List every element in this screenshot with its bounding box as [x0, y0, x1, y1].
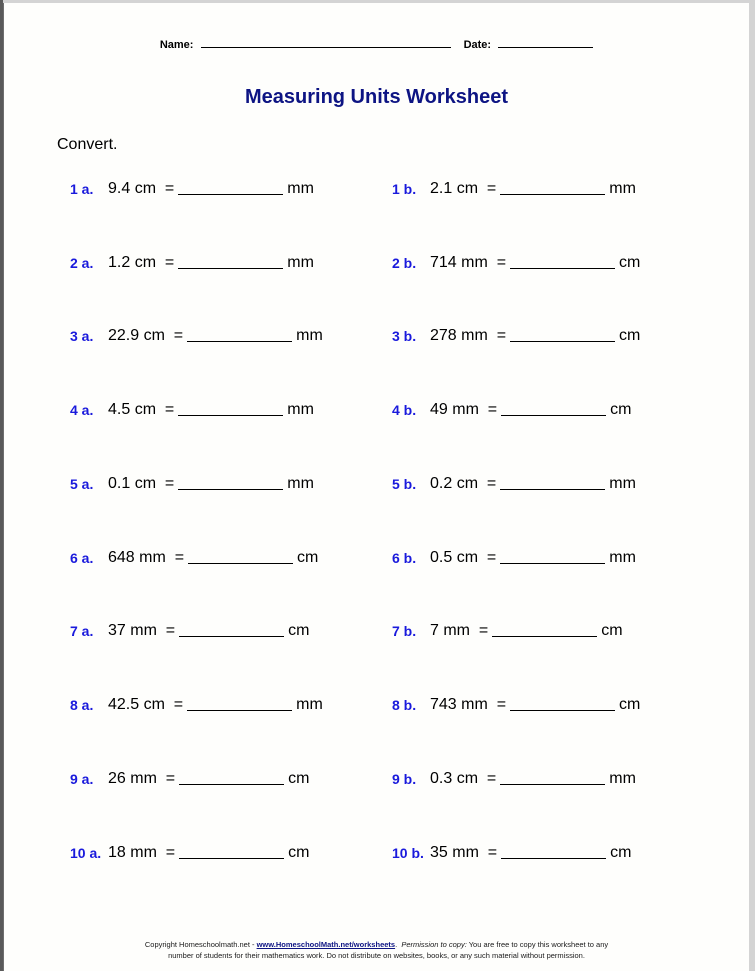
answer-blank[interactable] — [188, 549, 293, 564]
problem-expression — [430, 696, 640, 714]
problem-number: 1 b. — [392, 181, 417, 197]
problem-expression — [108, 475, 314, 493]
problem-number: 3 a. — [70, 328, 94, 344]
problem-expression — [430, 844, 631, 862]
target-unit: cm — [610, 844, 632, 861]
footer: Copyright Homeschoolmath.net - www.HomeschoolMath.net/worksheets. Permission to copy: You are free to copy this worksheet to any number of students for their mathematics work. Do not distribute on websites, books, or any such material without permission. — [4, 939, 749, 961]
problem-expression — [108, 401, 314, 419]
problem-given: 0.3 cm = — [430, 770, 497, 787]
problem-number: 7 a. — [70, 623, 94, 639]
answer-blank[interactable] — [500, 180, 605, 195]
answer-blank[interactable] — [178, 254, 283, 269]
target-unit: mm — [287, 475, 314, 492]
answer-blank[interactable] — [500, 475, 605, 490]
target-unit: mm — [609, 770, 636, 787]
answer-blank[interactable] — [187, 327, 292, 342]
target-unit: cm — [288, 770, 310, 787]
target-unit: mm — [287, 254, 314, 271]
worksheet-page — [3, 3, 749, 971]
answer-blank[interactable] — [501, 844, 606, 859]
problem-expression — [430, 180, 636, 198]
problem-number: 5 b. — [392, 476, 417, 492]
problem-expression — [430, 475, 636, 493]
answer-blank[interactable] — [179, 844, 284, 859]
problem-given: 26 mm = — [108, 770, 176, 787]
problem-expression — [108, 770, 309, 788]
answer-blank[interactable] — [187, 696, 292, 711]
problem-given: 2.1 cm = — [430, 180, 497, 197]
target-unit: cm — [610, 401, 632, 418]
problem-expression — [430, 549, 636, 567]
problem-number: 1 a. — [70, 181, 94, 197]
problem-number: 7 b. — [392, 623, 417, 639]
target-unit: cm — [619, 696, 641, 713]
answer-blank[interactable] — [179, 622, 284, 637]
problem-number: 8 b. — [392, 697, 417, 713]
problem-number: 9 a. — [70, 771, 94, 787]
problem-number: 8 a. — [70, 697, 94, 713]
copyright-text: Copyright Homeschoolmath.net - — [144, 940, 257, 949]
target-unit: mm — [296, 696, 323, 713]
problem-expression — [108, 180, 314, 198]
problem-expression — [108, 622, 309, 640]
name-date-line — [4, 37, 749, 51]
problem-expression — [108, 696, 323, 714]
problem-given: 0.1 cm = — [108, 475, 175, 492]
answer-blank[interactable] — [500, 549, 605, 564]
target-unit: mm — [609, 475, 636, 492]
problem-given: 648 mm = — [108, 549, 185, 566]
problem-number: 2 a. — [70, 255, 94, 271]
problem-expression — [108, 844, 309, 862]
problem-given: 22.9 cm = — [108, 327, 184, 344]
instruction: Convert. — [57, 136, 118, 153]
permission-text-line2: number of students for their mathematics work. Do not distribute on websites, books, or any such material without permission. — [168, 951, 585, 960]
problem-number: 5 a. — [70, 476, 94, 492]
problem-number: 4 a. — [70, 402, 94, 418]
permission-label: Permission to copy: — [401, 940, 467, 949]
answer-blank[interactable] — [178, 475, 283, 490]
permission-text: You are free to copy this worksheet to any — [466, 940, 609, 949]
problem-given: 0.2 cm = — [430, 475, 497, 492]
problem-given: 1.2 cm = — [108, 254, 175, 271]
problem-expression — [430, 327, 640, 345]
target-unit: cm — [619, 327, 641, 344]
problem-given: 0.5 cm = — [430, 549, 497, 566]
problem-given: 278 mm = — [430, 327, 507, 344]
target-unit: mm — [287, 401, 314, 418]
problem-given: 7 mm = — [430, 622, 489, 639]
problem-given: 743 mm = — [430, 696, 507, 713]
problem-number: 6 a. — [70, 550, 94, 566]
problem-number: 6 b. — [392, 550, 417, 566]
target-unit: cm — [601, 622, 623, 639]
target-unit: mm — [296, 327, 323, 344]
problem-expression — [108, 549, 318, 567]
target-unit: mm — [609, 549, 636, 566]
problem-number: 10 b. — [392, 845, 424, 861]
answer-blank[interactable] — [510, 254, 615, 269]
target-unit: cm — [288, 844, 310, 861]
target-unit: cm — [288, 622, 310, 639]
problem-number: 10 a. — [70, 845, 102, 861]
target-unit: cm — [297, 549, 319, 566]
problem-expression — [430, 622, 623, 640]
problem-given: 18 mm = — [108, 844, 176, 861]
worksheets-link[interactable]: www.HomeschoolMath.net/worksheets — [256, 940, 396, 949]
target-unit: cm — [619, 254, 641, 271]
problem-given: 49 mm = — [430, 401, 498, 418]
target-unit: mm — [287, 180, 314, 197]
answer-blank[interactable] — [178, 401, 283, 416]
answer-blank[interactable] — [492, 622, 597, 637]
problem-given: 35 mm = — [430, 844, 498, 861]
problem-given: 4.5 cm = — [108, 401, 175, 418]
problem-given: 42.5 cm = — [108, 696, 184, 713]
date-label: Date: — [463, 39, 492, 51]
problem-expression — [108, 254, 314, 272]
problem-number: 3 b. — [392, 328, 417, 344]
problem-given: 37 mm = — [108, 622, 176, 639]
answer-blank[interactable] — [179, 770, 284, 785]
problem-expression — [430, 254, 640, 272]
problem-expression — [430, 770, 636, 788]
name-label: Name: — [159, 39, 194, 51]
problem-number: 2 b. — [392, 255, 417, 271]
problem-number: 9 b. — [392, 771, 417, 787]
answer-blank[interactable] — [510, 327, 615, 342]
page-title: Measuring Units Worksheet — [244, 86, 509, 108]
answer-blank[interactable] — [510, 696, 615, 711]
answer-blank[interactable] — [178, 180, 283, 195]
target-unit: mm — [609, 180, 636, 197]
problem-expression — [108, 327, 323, 345]
answer-blank[interactable] — [501, 401, 606, 416]
answer-blank[interactable] — [500, 770, 605, 785]
problem-given: 714 mm = — [430, 254, 507, 271]
name-field[interactable] — [201, 37, 451, 48]
date-field[interactable] — [498, 37, 593, 48]
problem-number: 4 b. — [392, 402, 417, 418]
problem-given: 9.4 cm = — [108, 180, 175, 197]
problem-expression — [430, 401, 631, 419]
